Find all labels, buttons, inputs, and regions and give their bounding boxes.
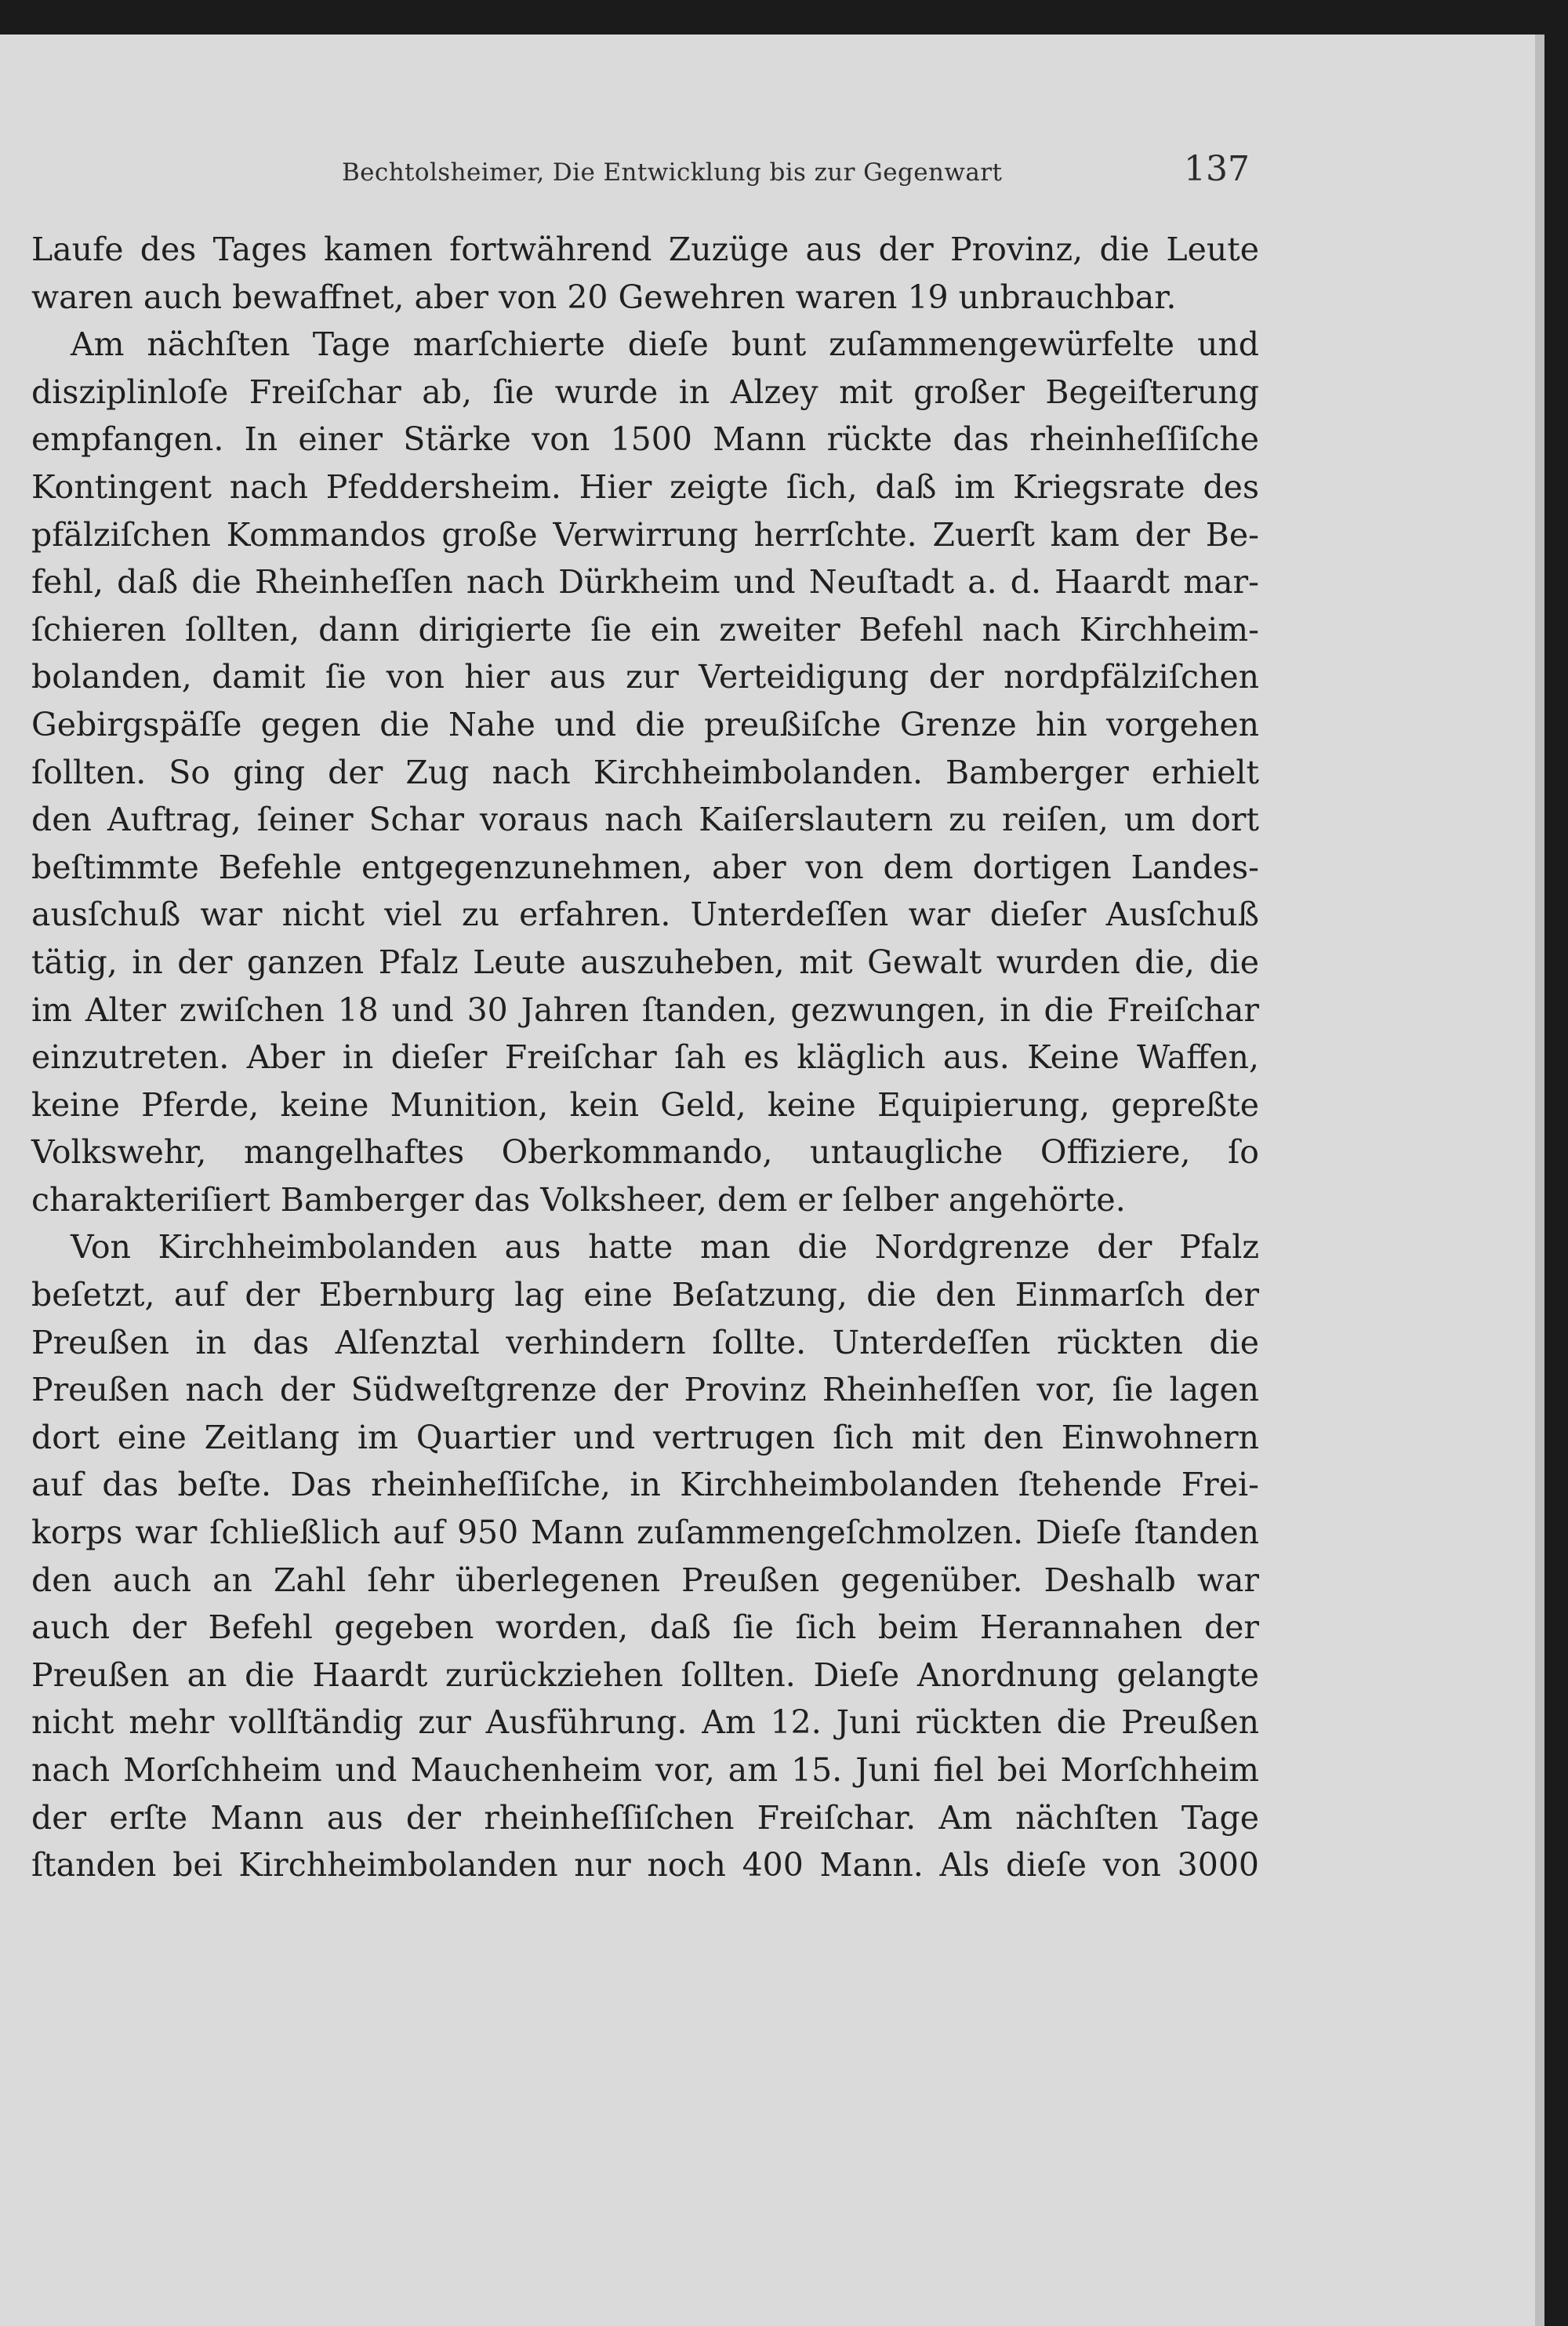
text-line: ſchieren ſollten, dann dirigierte ſie ein zweiter Befehl nach Kirchheim- bbox=[31, 610, 1259, 649]
text-line: nicht mehr vollſtändig zur Ausführung. Am 12. Juni rückten die Preußen bbox=[31, 1703, 1259, 1742]
text-line: disziplinloſe Freiſchar ab, ſie wurde in Alzey mit großer Begeiſterung bbox=[31, 373, 1259, 411]
text-line: korps war ſchließlich auf 950 Mann zuſammengeſchmolzen. Dieſe ſtanden bbox=[31, 1514, 1259, 1552]
page-number: 137 bbox=[1184, 149, 1250, 189]
text-line: beſtimmte Befehle entgegenzunehmen, aber von dem dortigen Landes- bbox=[31, 848, 1259, 886]
text-line: Am nächſten Tage marſchierte dieſe bunt zuſammengewürfelte und bbox=[71, 325, 1259, 364]
text-line: beſetzt, auf der Ebernburg lag eine Beſatzung, die den Einmarſch der bbox=[31, 1276, 1259, 1314]
text-line: Kontingent nach Pfeddersheim. Hier zeigte ſich, daß im Kriegsrate des bbox=[31, 467, 1259, 506]
text-line: Volkswehr, mangelhaftes Oberkommando, untaugliche Offiziere, ſo bbox=[31, 1133, 1259, 1172]
text-line: Preußen an die Haardt zurückziehen ſollten. Dieſe Anordnung gelangte bbox=[31, 1655, 1259, 1694]
text-line: Von Kirchheimbolanden aus hatte man die Nordgrenze der Pfalz bbox=[71, 1228, 1259, 1267]
text-line: keine Pferde, keine Munition, kein Geld, keine Equipierung, gepreßte bbox=[31, 1085, 1259, 1124]
text-line: Preußen nach der Südweſtgrenze der Provinz Rheinheſſen vor, ſie lagen bbox=[31, 1371, 1259, 1409]
running-title: Bechtolsheimer, Die Entwicklung bis zur Gegenwart bbox=[342, 158, 1003, 187]
text-line: pfälziſchen Kommandos große Verwirrung herrſchte. Zuerſt kam der Be- bbox=[31, 515, 1259, 554]
text-line: tätig, in der ganzen Pfalz Leute auszuheben, mit Gewalt wurden die, die bbox=[31, 943, 1259, 981]
text-line: ſollten. So ging der Zug nach Kirchheimbolanden. Bamberger erhielt bbox=[31, 753, 1259, 791]
text-line: waren auch bewaffnet, aber von 20 Gewehren waren 19 unbrauchbar. bbox=[31, 278, 1177, 316]
page-edge bbox=[1535, 35, 1544, 2326]
text-line: charakteriſiert Bamberger das Volksheer, dem er ſelber angehörte. bbox=[31, 1180, 1126, 1219]
text-line: im Alter zwiſchen 18 und 30 Jahren ſtanden, gezwungen, in die Freiſchar bbox=[31, 990, 1259, 1029]
text-line: Preußen in das Alſenztal verhindern ſollte. Unterdeſſen rückten die bbox=[31, 1323, 1259, 1361]
text-line: bolanden, damit ſie von hier aus zur Verteidigung der nordpfälziſchen bbox=[31, 658, 1259, 696]
text-line: ſtanden bei Kirchheimbolanden nur noch 400 Mann. Als dieſe von 3000 bbox=[31, 1846, 1259, 1884]
text-line: der erſte Mann aus der rheinheſſiſchen Freiſchar. Am nächſten Tage bbox=[31, 1798, 1259, 1837]
running-head bbox=[0, 149, 1250, 191]
text-line: nach Morſchheim und Mauchenheim vor, am 15. Juni fiel bei Morſchheim bbox=[31, 1751, 1259, 1789]
text-line: den Auftrag, ſeiner Schar voraus nach Kaiſerslautern zu reiſen, um dort bbox=[31, 801, 1259, 839]
text-line: fehl, daß die Rheinheſſen nach Dürkheim und Neuſtadt a. d. Haardt mar- bbox=[31, 563, 1259, 601]
text-line: empfangen. In einer Stärke von 1500 Mann rückte das rheinheſſiſche bbox=[31, 420, 1259, 459]
text-line: Gebirgspäſſe gegen die Nahe und die preußiſche Grenze hin vorgehen bbox=[31, 705, 1259, 743]
text-line: auch der Befehl gegeben worden, daß ſie ſich beim Herannahen der bbox=[31, 1608, 1259, 1647]
text-line: den auch an Zahl ſehr überlegenen Preußen gegenüber. Deshalb war bbox=[31, 1561, 1259, 1599]
body-text bbox=[31, 226, 1259, 1889]
text-line: einzutreten. Aber in dieſer Freiſchar ſah es kläglich aus. Keine Waffen, bbox=[31, 1038, 1259, 1077]
text-line: dort eine Zeitlang im Quartier und vertrugen ſich mit den Einwohnern bbox=[31, 1418, 1259, 1456]
text-line: auf das beſte. Das rheinheſſiſche, in Kirchheimbolanden ſtehende Frei- bbox=[31, 1466, 1259, 1504]
text-line: ausſchuß war nicht viel zu erfahren. Unterdeſſen war dieſer Ausſchuß bbox=[31, 896, 1259, 934]
text-line: Laufe des Tages kamen fortwährend Zuzüge aus der Provinz, die Leute bbox=[31, 231, 1259, 268]
